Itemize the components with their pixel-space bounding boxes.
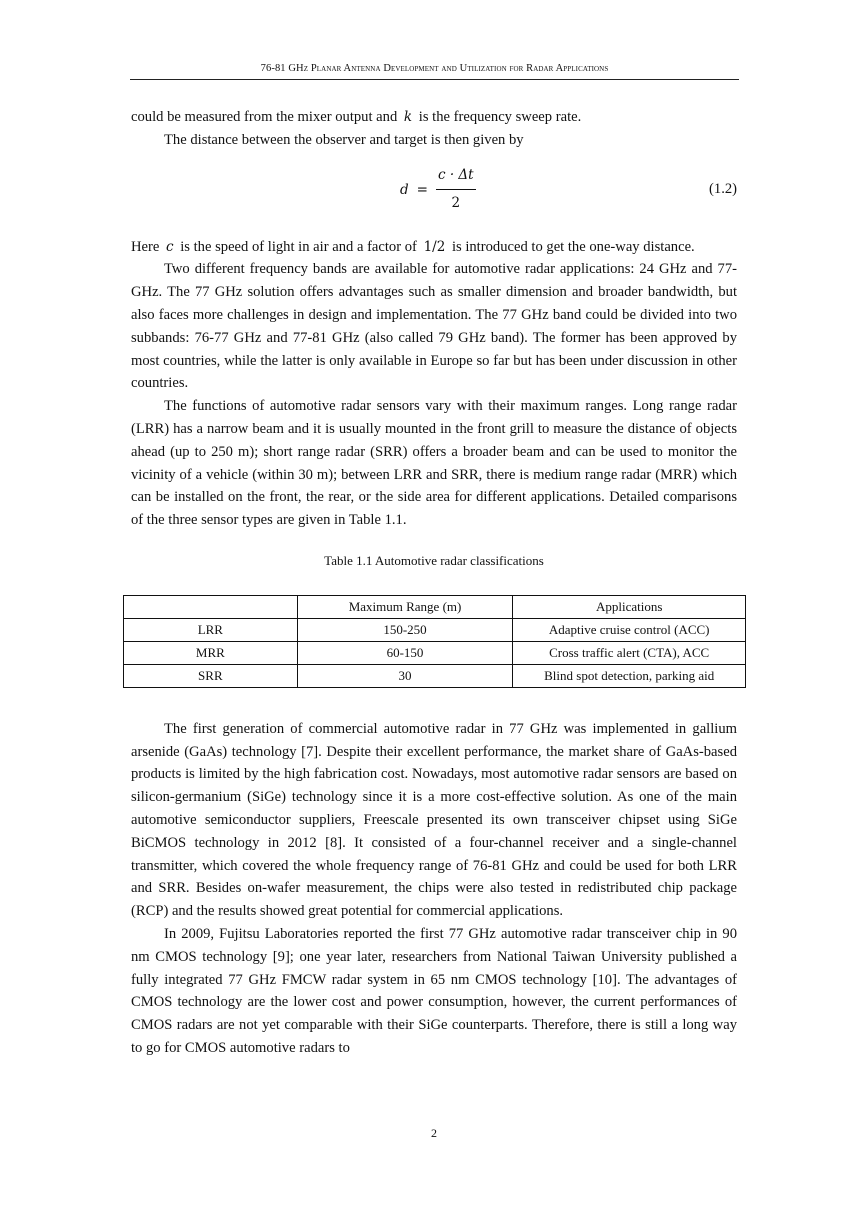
table-cell: 30 [297,664,513,687]
equation-equals: = [416,181,428,198]
table-cell: Adaptive cruise control (ACC) [513,618,746,641]
paragraph-distance-intro: The distance between the observer and target is then given by [164,131,524,148]
equation-1-2 [131,152,737,236]
table-row [124,664,746,687]
header-rule [130,79,739,80]
table-cell: MRR [124,641,298,664]
table-header-row [124,595,746,618]
table-header-cell: Applications [513,595,746,618]
table-cell: 60-150 [297,641,513,664]
fraction-denominator: 2 [451,195,461,212]
paragraph-sensor-functions: The functions of automotive radar sensors vary with their maximum ranges. Long range radar (LRR) has a narrow beam and it is usually mounted in the front grill to measure the distance of objects ahead (up to 250 m); short range radar (SRR) offers a broader beam and can be used to monitor the vicinity of a vehicle (within 30 m); between LRR and SRR, there is medium range radar (MRR) which can be installed on the front, the rear, or the side area for different applications. Detailed comparisons of the three sensor types are given in Table 1.1. [131,398,737,529]
fraction-numerator: c · Δt [436,164,476,191]
equation-lhs: d [400,181,409,198]
paragraph-first-generation: The first generation of commercial automotive radar in 77 GHz was implemented in gallium arsenide (GaAs) technology [7]. Despite their excellent performance, the market share of GaAs-based products is limited by the high fabrication cost. Nowadays, most automotive radar sensors are based on silicon-germanium (SiGe) technology since it is a more cost-effective solution. As one of the main automotive semiconductor suppliers, Freescale presented its own transceiver chipset using SiGe BiCMOS technology in 2012 [8]. It consisted of a four-channel receiver and a single-channel transmitter, which covered the whole frequency range of 76-81 GHz and could be used for both LRR and SRR. Besides on-wafer measurement, the chips were also tested in redistributed chip package (RCP) and the results showed great potential for commercial applications. [131,720,737,920]
math-var-k: k [403,109,413,125]
equation-body [400,164,476,216]
table-cell: Cross traffic alert (CTA), ACC [513,641,746,664]
page-number: 2 [431,1126,437,1140]
table-caption: Table 1.1 Automotive radar classifications [324,552,544,568]
table-cell: 150-250 [297,618,513,641]
table-row [124,641,746,664]
table-row [124,618,746,641]
table-spacer [131,688,737,718]
radar-classification-table [123,595,746,688]
page-body [131,106,737,1060]
running-title: 76-81 GHz Planar Antenna Development and Utilization for Radar Applications [260,63,609,74]
equation-fraction [436,164,476,216]
paragraph-continuation: could be measured from the mixer output and k is the frequency sweep rate. [131,109,582,125]
equation-number: (1.2) [709,180,737,197]
paragraph-frequency-bands: Two different frequency bands are available for automotive radar applications: 24 GHz and 77- GHz. The 77 GHz solution offers advantages such as smaller dimension and broader bandwidth, but also faces more challenges in design and implementation. The 77 GHz band could be divided into two subbands: 76-77 GHz and 77-81 GHz (also called 79 GHz band). The former has been approved by most countries, while the latter is only available in Europe so far but has been under discussion in other countries. [131,261,737,392]
table-header-cell: Maximum Range (m) [297,595,513,618]
table-cell: Blind spot detection, parking aid [513,664,746,687]
math-half: 1/2 [423,238,446,255]
paragraph-speed-of-light: Here c is the speed of light in air and a factor of 1/2 is introduced to get the one-way distance. [131,238,695,255]
table-cell: LRR [124,618,298,641]
math-var-c: c [166,238,174,255]
paragraph-cmos-radar: In 2009, Fujitsu Laboratories reported the first 77 GHz automotive radar transceiver chip in 90 nm CMOS technology [9]; one year later, researchers from National Taiwan University published a fully integrated 77 GHz FMCW radar system in 65 nm CMOS technology [10]. The advantages of CMOS technology are the lower cost and power consumption, however, the current performances of CMOS radars are not yet comparable with their SiGe counterparts. Therefore, there is still a long way to go for CMOS automotive radars to [131,925,737,1056]
table-header-cell [124,595,298,618]
running-header [130,63,739,74]
table-cell: SRR [124,664,298,687]
